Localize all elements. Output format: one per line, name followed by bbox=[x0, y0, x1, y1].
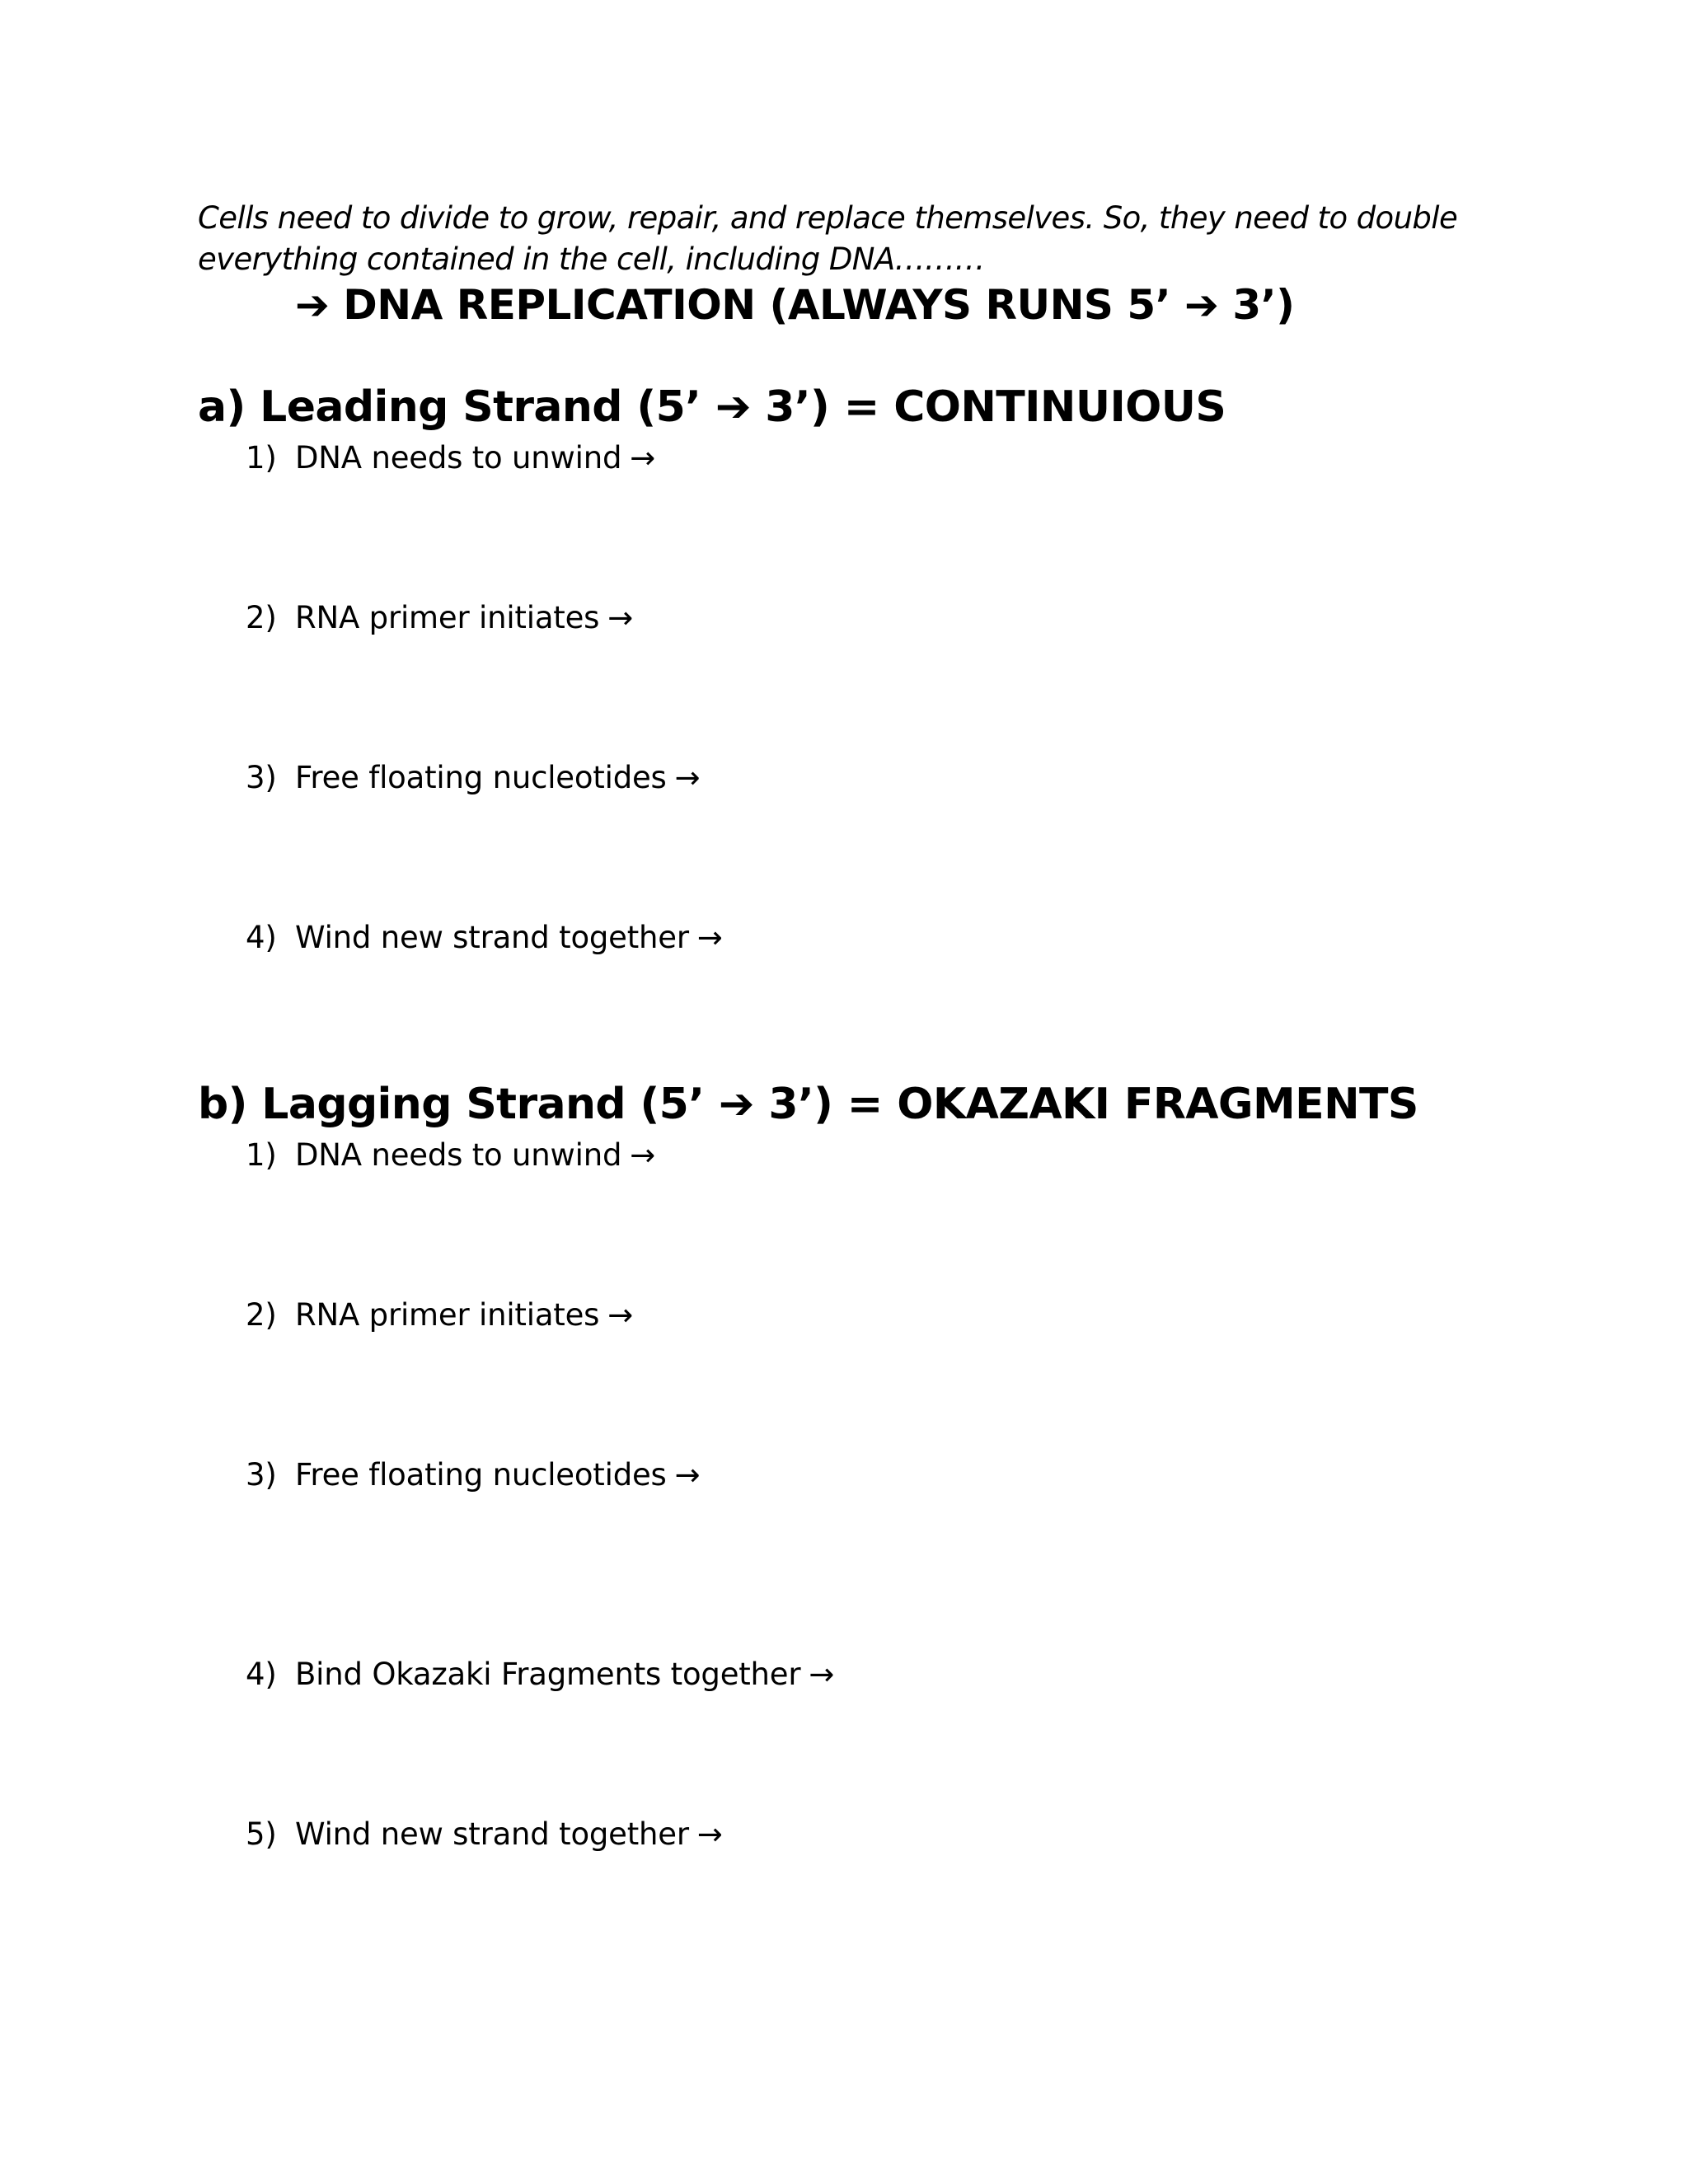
step-item bbox=[246, 918, 723, 958]
step-text: Wind new strand together bbox=[295, 1816, 689, 1852]
arrow-right-icon: → bbox=[630, 440, 656, 476]
step-text: RNA primer initiates bbox=[295, 600, 600, 635]
arrow-right-icon: → bbox=[674, 1457, 701, 1493]
arrow-right-icon: → bbox=[674, 760, 701, 795]
arrow-right-icon: → bbox=[809, 1657, 835, 1692]
arrow-right-icon: → bbox=[607, 1297, 634, 1333]
step-text: Bind Okazaki Fragments together bbox=[295, 1657, 801, 1692]
step-number: 4) bbox=[246, 920, 277, 955]
arrow-right-icon: → bbox=[696, 920, 723, 955]
step-item bbox=[246, 1136, 655, 1175]
section-heading-lagging-strand: b) Lagging Strand (5’ ➔ 3’) = OKAZAKI FRAGMENTS bbox=[198, 1080, 1418, 1129]
step-item bbox=[246, 758, 700, 798]
step-text: DNA needs to unwind bbox=[295, 440, 622, 476]
step-number: 1) bbox=[246, 440, 277, 476]
step-item bbox=[246, 1655, 834, 1694]
step-number: 3) bbox=[246, 1457, 277, 1493]
step-text: Free floating nucleotides bbox=[295, 1457, 667, 1493]
step-number: 5) bbox=[246, 1816, 277, 1852]
arrow-right-icon: → bbox=[630, 1137, 656, 1173]
arrow-right-icon: → bbox=[696, 1816, 723, 1852]
step-text: RNA primer initiates bbox=[295, 1297, 600, 1333]
step-number: 1) bbox=[246, 1137, 277, 1173]
step-text: Wind new strand together bbox=[295, 920, 689, 955]
step-text: Free floating nucleotides bbox=[295, 760, 667, 795]
step-item bbox=[246, 598, 633, 638]
section-heading-leading-strand: a) Leading Strand (5’ ➔ 3’) = CONTINUIOUS bbox=[198, 382, 1226, 432]
step-number: 3) bbox=[246, 760, 277, 795]
step-item bbox=[246, 1296, 633, 1335]
step-item bbox=[246, 438, 655, 478]
step-item bbox=[246, 1455, 700, 1495]
step-number: 2) bbox=[246, 600, 277, 635]
step-text: DNA needs to unwind bbox=[295, 1137, 622, 1173]
arrow-right-icon: → bbox=[607, 600, 634, 635]
intro-text: Cells need to divide to grow, repair, and replace themselves. So, they need to double everything contained in the cell, including DNA……… bbox=[198, 200, 1458, 277]
main-heading: ➔ DNA REPLICATION (ALWAYS RUNS 5’ ➔ 3’) bbox=[295, 281, 1295, 329]
step-number: 4) bbox=[246, 1657, 277, 1692]
step-item bbox=[246, 1815, 723, 1854]
step-number: 2) bbox=[246, 1297, 277, 1333]
